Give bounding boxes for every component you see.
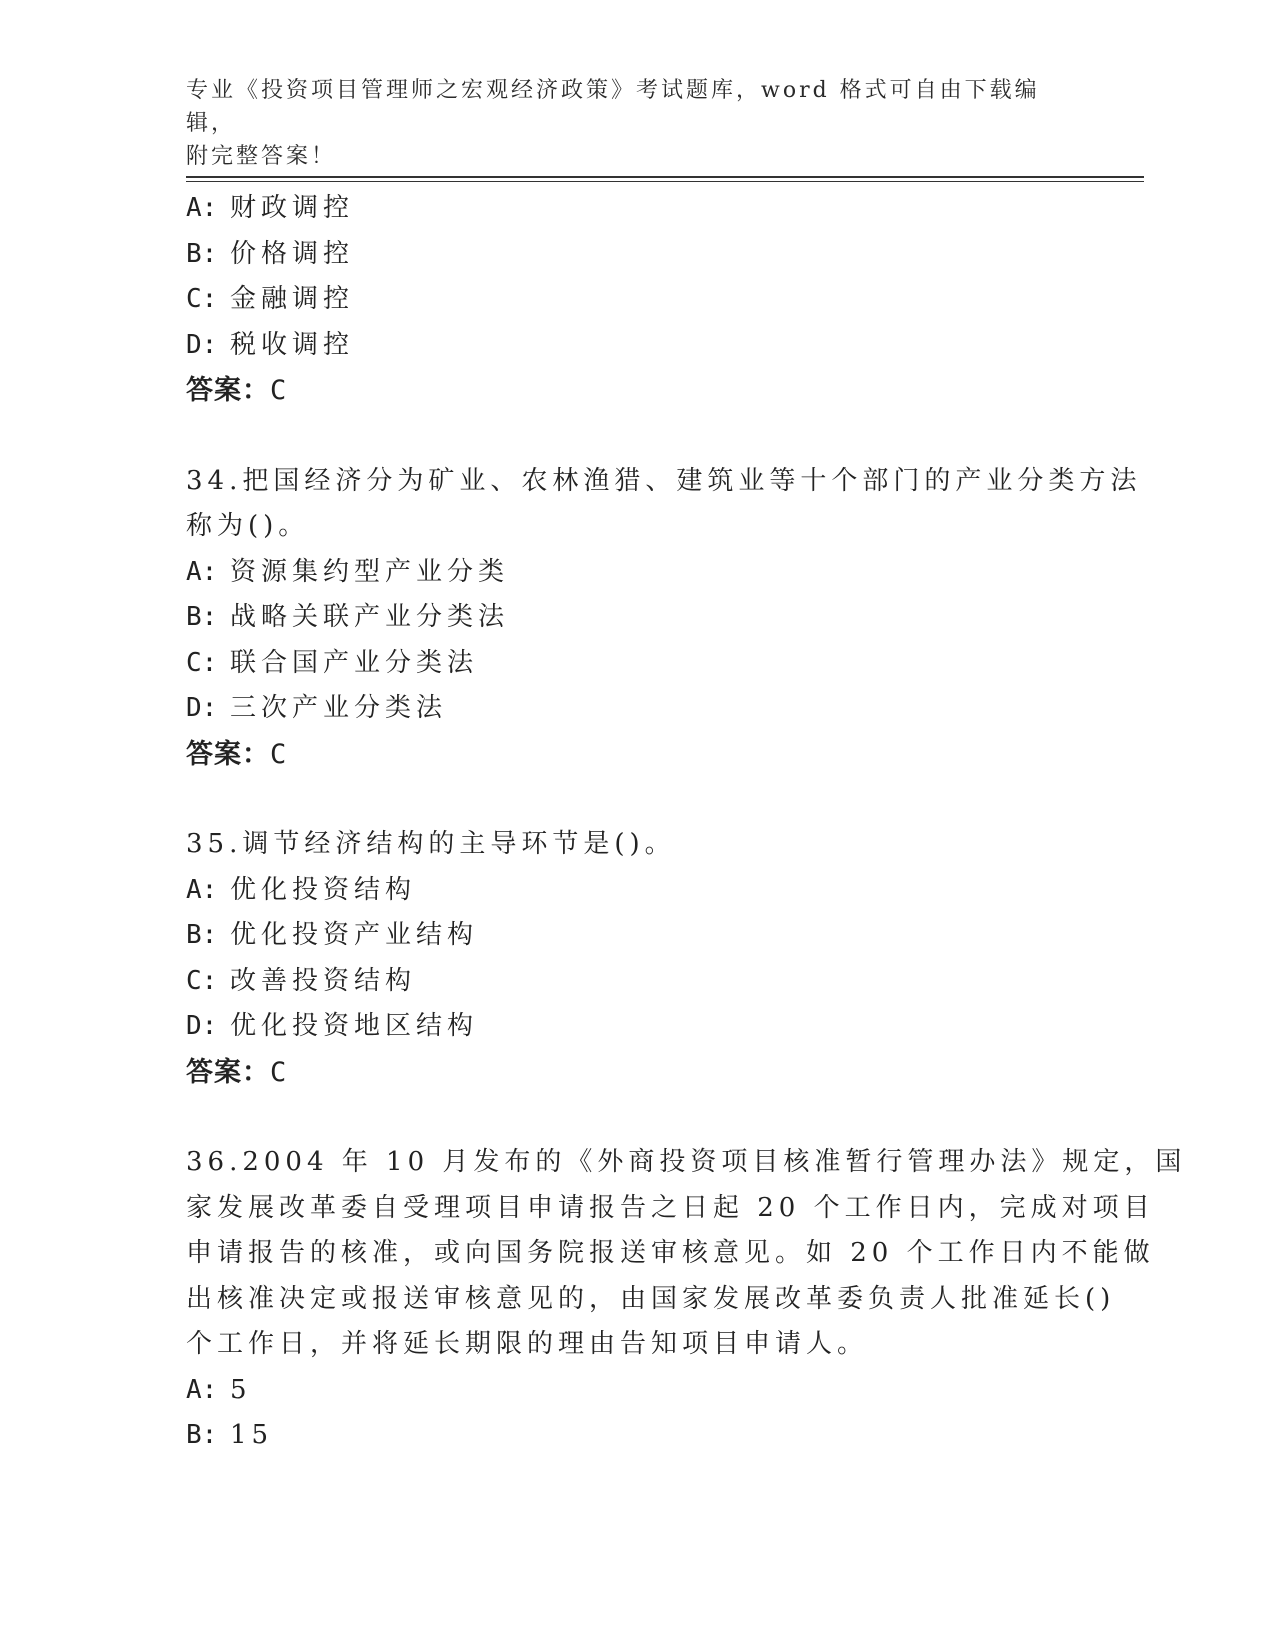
question-36 [186, 1140, 1187, 1459]
option-d [186, 1004, 1066, 1050]
option-a [186, 868, 1066, 914]
option-text: 联合国产业分类法 [230, 647, 479, 678]
option-letter: D: [186, 1011, 218, 1041]
option-c [186, 959, 1066, 1005]
option-letter: B: [186, 602, 218, 632]
answer-value: C [270, 1056, 288, 1088]
question-stem-line: 称为()。 [186, 511, 310, 541]
option-text: 三次产业分类法 [230, 693, 448, 723]
question-stem-line: 申请报告的核准，或向国务院报送审核意见。如 20 个工作日内不能做 [186, 1238, 1155, 1268]
option-text: 优化投资地区结构 [230, 1011, 479, 1041]
option-letter: A: [186, 874, 218, 905]
option-text: 资源集约型产业分类 [230, 556, 510, 587]
answer-label: 答案： [186, 738, 270, 770]
option-letter: D: [186, 329, 218, 360]
option-c [186, 641, 1066, 687]
document-header [186, 74, 1066, 173]
option-letter: B: [186, 1420, 218, 1450]
question-stem-line: 34.把国经济分为矿业、农林渔猎、建筑业等十个部门的产业分类方法 [186, 465, 1142, 496]
option-text: 优化投资结构 [230, 874, 417, 905]
question-spacer [186, 414, 1066, 459]
option-b [186, 1413, 1066, 1459]
option-text: 改善投资结构 [230, 965, 417, 996]
option-letter: A: [186, 556, 218, 587]
header-line-2: 附完整答案！ [186, 144, 337, 169]
question-33-tail [186, 186, 1066, 414]
option-text: 优化投资产业结构 [230, 920, 479, 950]
option-d [186, 323, 1066, 369]
option-text: 5 [230, 1374, 252, 1405]
answer-line [186, 1050, 1066, 1096]
option-text: 价格调控 [230, 238, 355, 269]
option-letter: D: [186, 693, 218, 723]
option-text: 15 [230, 1420, 274, 1450]
answer-value: C [270, 375, 288, 406]
option-b [186, 913, 1066, 959]
option-b [186, 232, 1066, 278]
header-line-1: 专业《投资项目管理师之宏观经济政策》考试题库，word 格式可自由下载编辑， [186, 78, 1040, 136]
answer-line [186, 368, 1066, 414]
question-list [186, 186, 1187, 1459]
option-b [186, 595, 1066, 641]
answer-line [186, 732, 1066, 778]
question-stem-line: 35.调节经济结构的主导环节是()。 [186, 829, 676, 859]
option-letter: C: [186, 284, 218, 314]
option-letter: A: [186, 1374, 218, 1405]
header-divider-thick [186, 176, 1144, 178]
option-a [186, 550, 1066, 596]
option-letter: C: [186, 647, 218, 678]
option-letter: B: [186, 920, 218, 950]
option-d [186, 686, 1066, 732]
option-text: 税收调控 [230, 329, 355, 360]
question-spacer [186, 777, 1066, 822]
answer-value: C [270, 738, 288, 770]
answer-label: 答案： [186, 1056, 270, 1088]
option-c [186, 277, 1066, 323]
question-35 [186, 822, 1066, 1095]
header-divider-thin [186, 181, 1144, 182]
option-letter: A: [186, 193, 218, 223]
option-text: 战略关联产业分类法 [230, 602, 510, 632]
question-stem-line: 出核准决定或报送审核意见的，由国家发展改革委负责人批准延长() [186, 1283, 1116, 1314]
option-a [186, 186, 1066, 232]
option-letter: B: [186, 238, 218, 269]
question-34 [186, 459, 1142, 778]
option-a [186, 1368, 1066, 1414]
question-stem-line: 家发展改革委自受理项目申请报告之日起 20 个工作日内，完成对项目 [186, 1192, 1155, 1223]
option-text: 财政调控 [230, 193, 355, 223]
question-stem-line: 36.2004 年 10 月发布的《外商投资项目核准暂行管理办法》规定，国 [186, 1147, 1187, 1177]
option-letter: C: [186, 965, 218, 996]
answer-label: 答案： [186, 375, 270, 406]
question-stem-line: 个工作日，并将延长期限的理由告知项目申请人。 [186, 1329, 869, 1359]
option-text: 金融调控 [230, 284, 355, 314]
question-spacer [186, 1095, 1066, 1140]
